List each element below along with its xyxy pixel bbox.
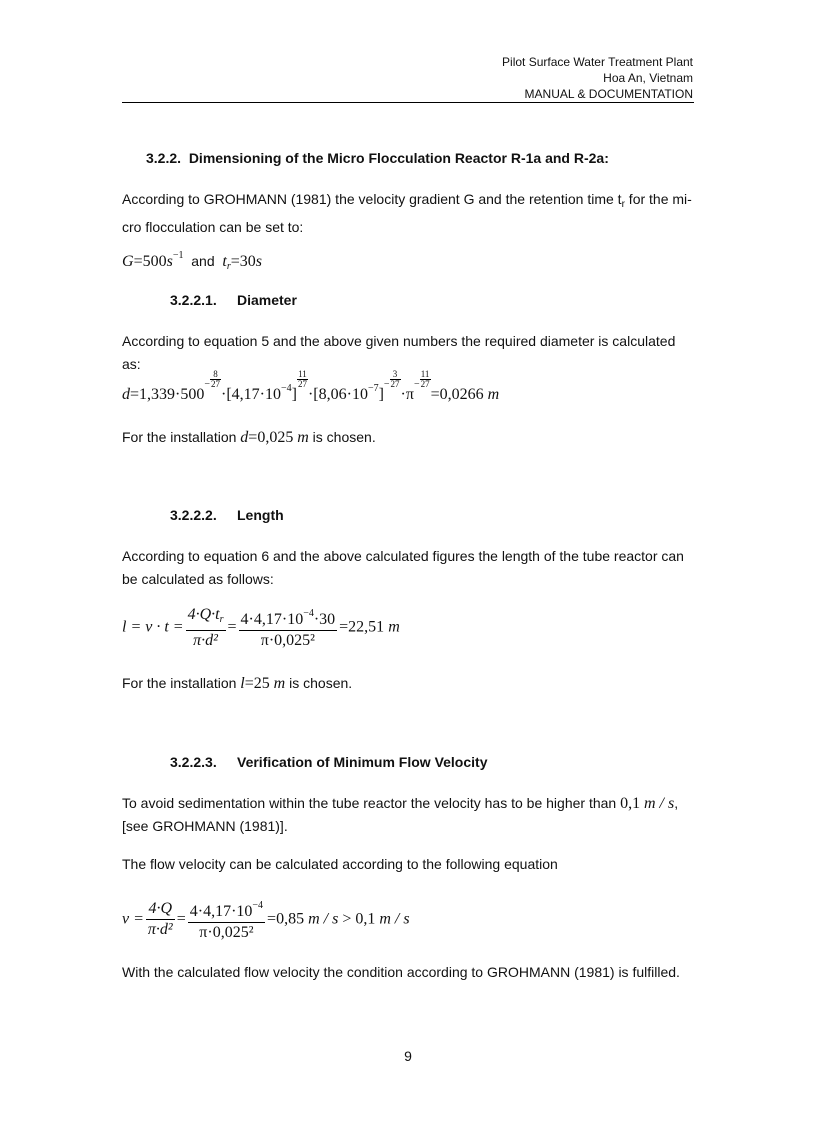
exp1-sign: − — [204, 379, 210, 390]
eq-d-part2: ·[4,17·10 — [221, 386, 281, 403]
eq-d-part3: ·[8,06·10 — [307, 386, 368, 403]
eq-l-unit: m — [388, 618, 400, 636]
intro-text-sub: r — [621, 199, 625, 210]
header-rule — [122, 102, 694, 103]
eq-l-frac-1 — [186, 605, 226, 651]
len-install-val: =25 — [244, 675, 270, 692]
eq-v-result: =0,85 — [267, 910, 305, 928]
eq-l-frac-2 — [239, 604, 338, 651]
eq-v-frac2-den: π·0,025² — [199, 924, 254, 941]
eq-l-equals: = — [227, 618, 237, 636]
velocity-title: Verification of Minimum Flow Velocity — [237, 754, 488, 770]
velocity-heading — [170, 754, 488, 772]
eq-l-result: =22,51 — [339, 618, 385, 636]
eq-v-frac1-den: π·d² — [147, 921, 173, 938]
exp-frac-2 — [297, 370, 308, 389]
diameter-paragraph: According to equation 5 and the above given numbers the required diameter is calculated as: — [122, 333, 676, 372]
eq-v-frac1-num: 4·Q — [146, 899, 175, 920]
formula-G-exp: −1 — [172, 250, 184, 261]
eq-v-cmp: 0,1 — [355, 910, 376, 928]
length-number: 3.2.2.2. — [170, 507, 217, 523]
diameter-title: Diameter — [237, 292, 297, 308]
formula-and: and — [191, 253, 215, 269]
exp3-den: 27 — [390, 379, 400, 389]
section-heading — [146, 150, 609, 166]
vel-text-unit: m / s — [643, 795, 675, 812]
intro-paragraph — [122, 188, 694, 239]
formula-t-sub: r — [226, 261, 231, 272]
running-header — [502, 54, 693, 102]
vel-text-val: 0,1 — [620, 795, 641, 812]
header-line-3: MANUAL & DOCUMENTATION — [524, 87, 693, 101]
diameter-equation — [122, 370, 499, 404]
velocity-conclusion: With the calculated flow velocity the condition according to GROHMANN (1981) is fulfilled. — [122, 964, 680, 980]
exp3-sign: − — [383, 379, 390, 390]
eq-d-result: =0,0266 — [430, 386, 484, 403]
section-title: Dimensioning of the Micro Flocculation Reactor R-1a and R-2a: — [188, 150, 609, 166]
eq-exp-m7: −7 — [367, 383, 379, 394]
length-heading — [170, 507, 284, 525]
diameter-installation — [122, 426, 694, 449]
page-number: 9 — [404, 1048, 412, 1064]
len-install-unit: m — [273, 675, 286, 692]
formula-t-unit: s — [255, 253, 263, 270]
diam-install-a: For the installation — [122, 429, 237, 445]
len-install-b: is chosen. — [289, 675, 353, 691]
eq-l-frac2-num: 4·4,17·10 — [240, 611, 304, 628]
intro-formula — [122, 250, 262, 272]
formula-t-value: =30 — [230, 253, 256, 270]
length-installation — [122, 672, 694, 695]
velocity-number: 3.2.2.3. — [170, 754, 217, 770]
exp-frac-4 — [414, 370, 431, 389]
diam-install-unit: m — [297, 429, 309, 446]
header-line-1: Pilot Surface Water Treatment Plant — [502, 55, 693, 69]
eq-l-frac2-exp: −4 — [303, 608, 314, 619]
velocity-equation — [122, 896, 410, 943]
formula-G: G — [122, 253, 134, 270]
exp2-den: 27 — [297, 379, 307, 389]
section-number: 3.2.2. — [146, 150, 182, 166]
eq-d: d — [122, 386, 130, 403]
eq-l-frac1-sub: r — [219, 613, 224, 625]
intro-text-a: According to GROHMANN (1981) the velocity gradient G and the retention time t — [122, 191, 622, 207]
intro-text-b: for the mi-cro flocculation can be set to: — [122, 191, 692, 235]
formula-G-value: =500 — [133, 253, 167, 270]
length-equation — [122, 604, 400, 651]
eq-v-equals: = — [176, 910, 186, 928]
exp-frac-1 — [204, 370, 221, 389]
eq-l-frac2-den: π·0,025² — [260, 632, 315, 649]
eq-l-frac2-tail: ·30 — [313, 611, 336, 628]
eq-v-gt: > — [342, 910, 352, 928]
exp3-num: 3 — [390, 370, 401, 380]
diameter-number: 3.2.2.1. — [170, 292, 217, 308]
exp-frac-3 — [384, 370, 401, 389]
vel-text-a: To avoid sedimentation within the tube reactor the velocity has to be higher than — [122, 795, 617, 811]
eq-v-frac-1 — [146, 899, 175, 940]
length-paragraph: According to equation 6 and the above calculated figures the length of the tube reactor can be calculated as follows: — [122, 548, 684, 587]
eq-d-part4: ·π — [400, 386, 414, 403]
eq-v-lhs: v = — [122, 910, 144, 928]
exp4-sign: − — [413, 379, 420, 390]
eq-l-frac1-num: 4·Q·t — [187, 605, 220, 623]
vel-text-c: [see GROHMANN (1981)]. — [122, 818, 288, 834]
eq-d-part1: =1,339·500 — [130, 386, 205, 403]
velocity-paragraph-2: The flow velocity can be calculated according to the following equation — [122, 856, 558, 872]
exp1-num: 8 — [210, 370, 221, 380]
eq-l-frac1-den: π·d² — [193, 631, 218, 649]
exp4-den: 27 — [420, 379, 430, 389]
eq-v-frac-2 — [188, 896, 265, 943]
eq-v-frac2-exp: −4 — [252, 900, 264, 911]
eq-d-unit: m — [487, 386, 500, 403]
exp1-den: 27 — [211, 379, 220, 389]
diam-install-b: is chosen. — [312, 429, 376, 445]
len-install-a: For the installation — [122, 675, 237, 691]
eq-v-cmp-unit: m / s — [379, 910, 410, 928]
header-line-2: Hoa An, Vietnam — [603, 71, 693, 85]
velocity-paragraph-1 — [122, 792, 694, 838]
formula-t: t — [222, 253, 227, 270]
length-title: Length — [237, 507, 284, 523]
eq-d-part2b: ] — [291, 386, 297, 403]
diam-install-val: =0,025 — [248, 429, 294, 446]
eq-v-unit: m / s — [308, 910, 339, 928]
diameter-heading — [170, 292, 297, 310]
eq-d-part3b: ] — [378, 386, 384, 403]
len-install-l: l — [240, 675, 245, 692]
eq-v-frac2-num: 4·4,17·10 — [189, 903, 253, 920]
vel-text-comma: , — [674, 795, 679, 811]
eq-exp-m4: −4 — [280, 383, 292, 394]
eq-l-lhs: l = v · t = — [122, 618, 184, 636]
diam-install-d: d — [240, 429, 249, 446]
exp4-num: 11 — [420, 369, 430, 379]
formula-G-unit: s — [166, 253, 173, 270]
exp2-num: 11 — [298, 369, 307, 379]
